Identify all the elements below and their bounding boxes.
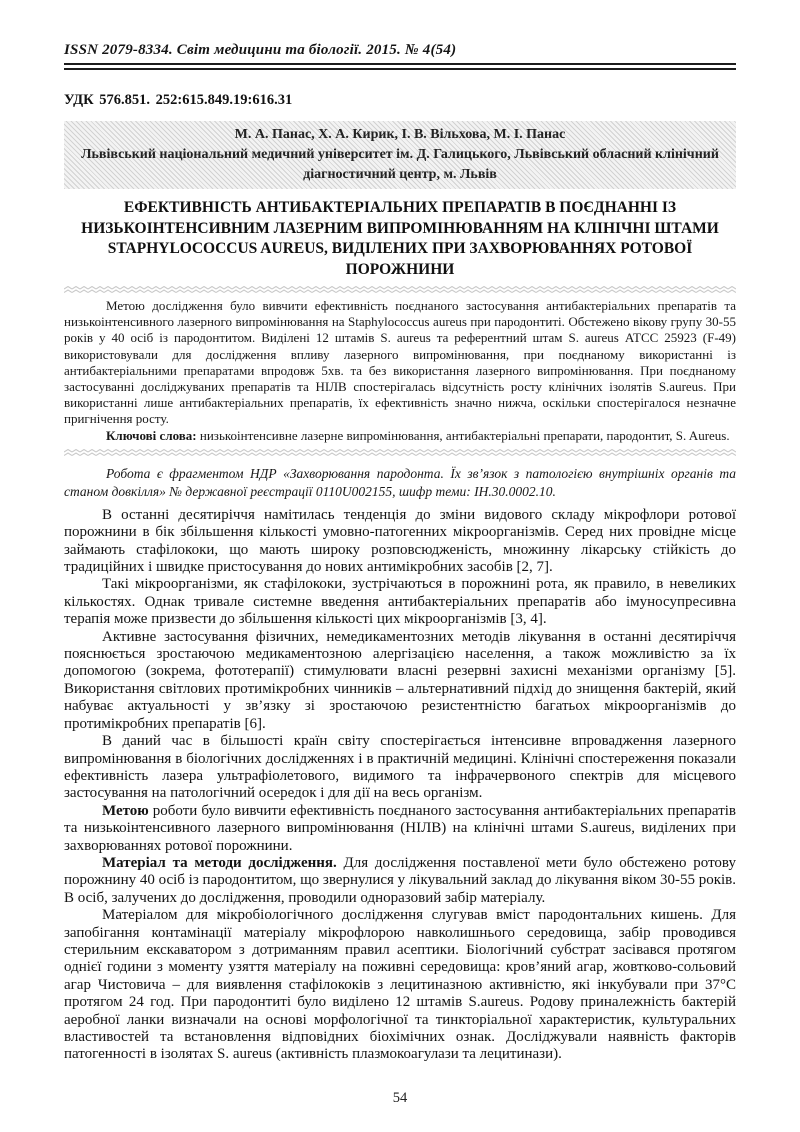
- paper-title: ЕФЕКТИВНІСТЬ АНТИБАКТЕРІАЛЬНИХ ПРЕПАРАТІВ В ПОЄДНАННІ ІЗ НИЗЬКОІНТЕНСИВНИМ ЛАЗЕРНИМ ВИПРОМІНЮВАННЯМ НА КЛІНІЧНІ ШТАМИ STAPHYLOCOCCUS AUREUS, ВИДІЛЕНИХ ПРИ ЗАХВОРЮВАННЯХ РОТОВОЇ ПОРОЖНИНИ: [81, 199, 719, 278]
- paragraph-intro-4: В даний час в більшості країн світу спостерігається інтенсивне впровадження лазерного випромінювання в біологічних дослідженнях і в практичній медицині. Клінічні спостереження показали ефективність лазера ультрафіолетового, видимого та інфрачервоного спектрів для місцевого застосування на патологічний осередок і для дії на весь організм.: [64, 733, 736, 802]
- header-rule-thick: [64, 68, 736, 71]
- keywords-text: низькоінтенсивне лазерне випромінювання, антибактеріальні препарати, пародонтит, S. Aureus.: [196, 427, 730, 443]
- paragraph-aim: Метою роботи було вивчити ефективність поєднаного застосування антибактеріальних препаратів та низькоінтенсивного лазерного випромінювання (НІЛВ) на клінічні штами S.aureus, виділених при захворюваннях ротової порожнини.: [64, 802, 736, 854]
- zigzag-separator-top: [64, 286, 736, 294]
- header-rule-thin: [64, 63, 736, 65]
- keywords-label: Ключові слова:: [106, 427, 197, 443]
- abstract-paragraph: Метою дослідження було вивчити ефективність поєднаного застосування антибактеріальних препаратів та низькоінтенсивного лазерного випромінювання на Staphylococcus aureus при пародонтиті. Обстежено вікову групу 30-55 років у 40 осіб із пародонтитом. Виділені 12 штамів S. aureus та референтний штам S. aureus АТСС 25923 (F-49) використовували для дослідження впливу лазерного випромінювання, при поєднаному використанні із антибактеріальними препаратами впродовж 5хв. та без використання лазерного випромінювання. При поєднаному застосуванні досліджуваних препаратів та НІЛВ спостерігалась відсутність росту клінічних ізолятів S.aureus. При використанні лише антибактеріальних препаратів, їх ефективність значно нижча, оскільки спостерігалося незначне пригнічення росту.: [64, 298, 736, 427]
- affiliation-line: Львівський національний медичний університет ім. Д. Галицького, Львівський обласний клінічний діагностичний центр, м. Львів: [81, 147, 719, 182]
- ndr-note: Робота є фрагментом НДР «Захворювання пародонта. Їх зв’язок з патологією внутрішніх органів та станом довкілля» № державної реєстрації 0110U002155, шифр теми: ІН.30.0002.10.: [64, 465, 736, 499]
- paragraph-intro-3: Активне застосування фізичних, немедикаментозних методів лікування в останні десятиріччя пояснюється зростаючою медикаментозною алергізацією населення, а також можливістю за їх допомогою (зокрема, фототерапії) стимулювати власні резервні захисні механізми організму [5]. Використання світлових протимікробних чинників – альтернативний підхід до знищення бактерій, який набуває актуальності у зв’язку зі зростаючою резистентністю багатьох мікроорганізмів до протимікробних препаратів [6].: [64, 628, 736, 732]
- journal-header: ISSN 2079-8334. Світ медицини та біології. 2015. № 4(54): [64, 42, 457, 58]
- paragraph-intro-2: Такі мікроорганізми, як стафілококи, зустрічаються в порожнині рота, як правило, в невеликих кількостях. Однак тривале системне введення антибактеріальних препаратів або імуносупресивна терапія може призвести до збільшення кількості цих мікроорганізмів [3, 4].: [64, 576, 736, 628]
- page-number: 54: [392, 1089, 408, 1106]
- authors-line: М. А. Панас, Х. А. Кирик, І. В. Вільхова, М. І. Панас: [234, 127, 566, 142]
- paragraph-material: Матеріалом для мікробіологічного дослідження слугував вміст пародонтальних кишень. Для запобігання контамінації матеріалу мікрофлорою навколишнього середовища, забір проводився стерильним екскаватором з дотриманням правил асептики. Біологічний субстрат засівався протягом однієї години з моменту узяття матеріалу на поживні середовища: кров’яний агар, жовтково-сольовий агар Чистовича – для виявлення стафілококів з лецитиназною активністю, які інкубували при 37°С протягом 24 год. При пародонтиті було виділено 12 штамів S.aureus. Родову приналежність бактерій аеробної ланки визначали на основі морфологічної та тинкторіальної характеристик, культуральних властивостей та встановлення відповідних біохімічних ознак. Досліджували наявність факторів патогенності в ізолятах S. aureus (активність плазмокоагулази та лецитинази).: [64, 907, 736, 1063]
- zigzag-separator-bottom: [64, 449, 736, 457]
- body-section: [64, 507, 736, 1064]
- authors-block: [64, 121, 736, 189]
- keywords-paragraph: [64, 428, 736, 444]
- paragraph-methods: Матеріал та методи дослідження. Для дослідження поставленої мети було обстежено ротову порожнину 40 осіб із пародонтитом, що звернулися у лікувальний заклад до лікування віком 30-55 років. В осіб, залучених до дослідження, проводили одноразовий забір матеріалу.: [64, 854, 736, 906]
- paragraph-intro-1: В останні десятиріччя намітилась тенденція до зміни видового складу мікрофлори ротової порожнини в бік збільшення кількості умовно-патогенних мікроорганізмів. Серед них провідне місце займають стафілококи, що мають широку розповсюдженість, множинну лікарську стійкість до традиційних і швидке пристосування до нових антимікробних засобів [2, 7].: [64, 506, 736, 576]
- udk-line: УДК 576.851. 252:615.849.19:616.31: [64, 92, 293, 108]
